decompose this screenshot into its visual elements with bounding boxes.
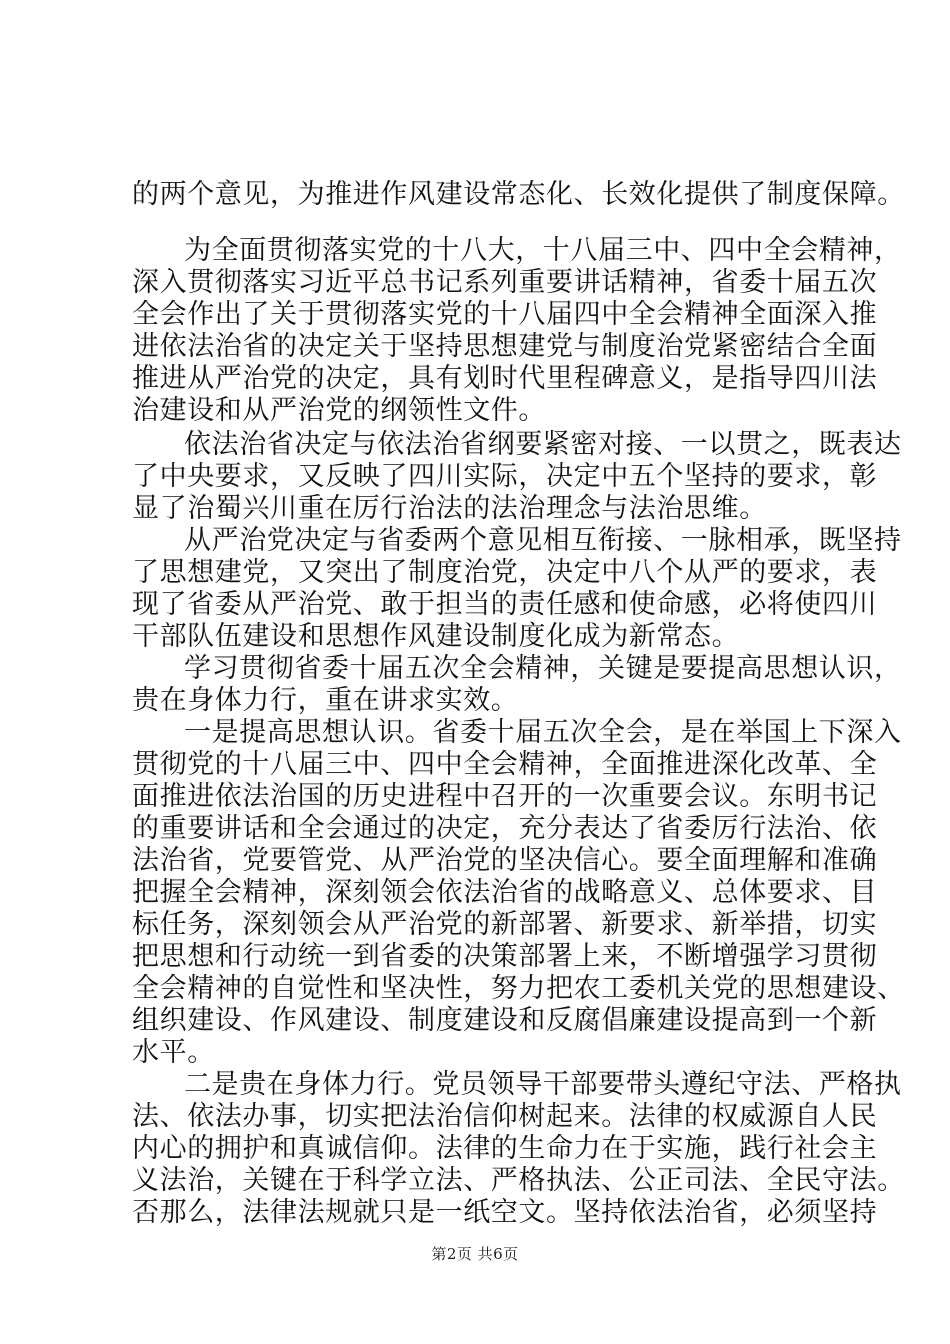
text-line: 标任务，深刻领会从严治党的新部署、新要求、新举措，切实 [132, 909, 878, 940]
text-line: 贵在身体力行，重在讲求实效。 [132, 685, 519, 716]
text-line: 治建设和从严治党的纲领性文件。 [132, 395, 546, 426]
text-line: 了中央要求，又反映了四川实际，决定中五个坚持的要求，彰 [132, 461, 878, 492]
text-line: 一是提高思想认识。省委十届五次全会，是在举国上下深入 [184, 717, 902, 748]
text-line: 的两个意见，为推进作风建设常态化、长效化提供了制度保障。 [132, 179, 905, 210]
text-line: 了思想建党，又突出了制度治党，决定中八个从严的要求，表 [132, 557, 878, 588]
text-line: 义法治，关键在于科学立法、严格执法、公正司法、全民守法。 [132, 1165, 905, 1196]
text-line: 学习贯彻省委十届五次全会精神，关键是要提高思想认识， [184, 653, 902, 684]
text-line: 依法治省决定与依法治省纲要紧密对接、一以贯之，既表达 [184, 429, 902, 460]
text-line: 法、依法办事，切实把法治信仰树起来。法律的权威源自人民 [132, 1101, 878, 1132]
text-line: 面推进依法治国的历史进程中召开的一次重要会议。东明书记 [132, 781, 878, 812]
text-line: 深入贯彻落实习近平总书记系列重要讲话精神，省委十届五次 [132, 267, 878, 298]
text-line: 全会作出了关于贯彻落实党的十八届四中全会精神全面深入推 [132, 299, 878, 330]
text-line: 把握全会精神，深刻领会依法治省的战略意义、总体要求、目 [132, 877, 878, 908]
text-line: 的重要讲话和全会通过的决定，充分表达了省委厉行法治、依 [132, 813, 878, 844]
text-line: 组织建设、作风建设、制度建设和反腐倡廉建设提高到一个新 [132, 1005, 878, 1036]
text-line: 进依法治省的决定关于坚持思想建党与制度治党紧密结合全面 [132, 331, 878, 362]
text-line: 水平。 [132, 1037, 215, 1068]
text-line: 推进从严治党的决定，具有划时代里程碑意义，是指导四川法 [132, 363, 878, 394]
text-line: 为全面贯彻落实党的十八大，十八届三中、四中全会精神， [184, 235, 902, 266]
text-line: 二是贵在身体力行。党员领导干部要带头遵纪守法、严格执 [184, 1069, 902, 1100]
text-line: 贯彻党的十八届三中、四中全会精神，全面推进深化改革、全 [132, 749, 878, 780]
text-line: 法治省，党要管党、从严治党的坚决信心。要全面理解和准确 [132, 845, 878, 876]
text-line: 把思想和行动统一到省委的决策部署上来，不断增强学习贯彻 [132, 941, 878, 972]
text-line: 从严治党决定与省委两个意见相互衔接、一脉相承，既坚持 [184, 525, 902, 556]
text-line: 干部队伍建设和思想作风建设制度化成为新常态。 [132, 621, 740, 652]
text-line: 内心的拥护和真诚信仰。法律的生命力在于实施，践行社会主 [132, 1133, 878, 1164]
text-line: 全会精神的自觉性和坚决性，努力把农工委机关党的思想建设、 [132, 973, 905, 1004]
text-line: 否那么，法律法规就只是一纸空文。坚持依法治省，必须坚持 [132, 1197, 878, 1228]
text-line: 现了省委从严治党、敢于担当的责任感和使命感，必将使四川 [132, 589, 878, 620]
page-number-footer: 第2页 共6页 [431, 1245, 519, 1263]
text-line: 显了治蜀兴川重在厉行治法的法治理念与法治思维。 [132, 493, 767, 524]
